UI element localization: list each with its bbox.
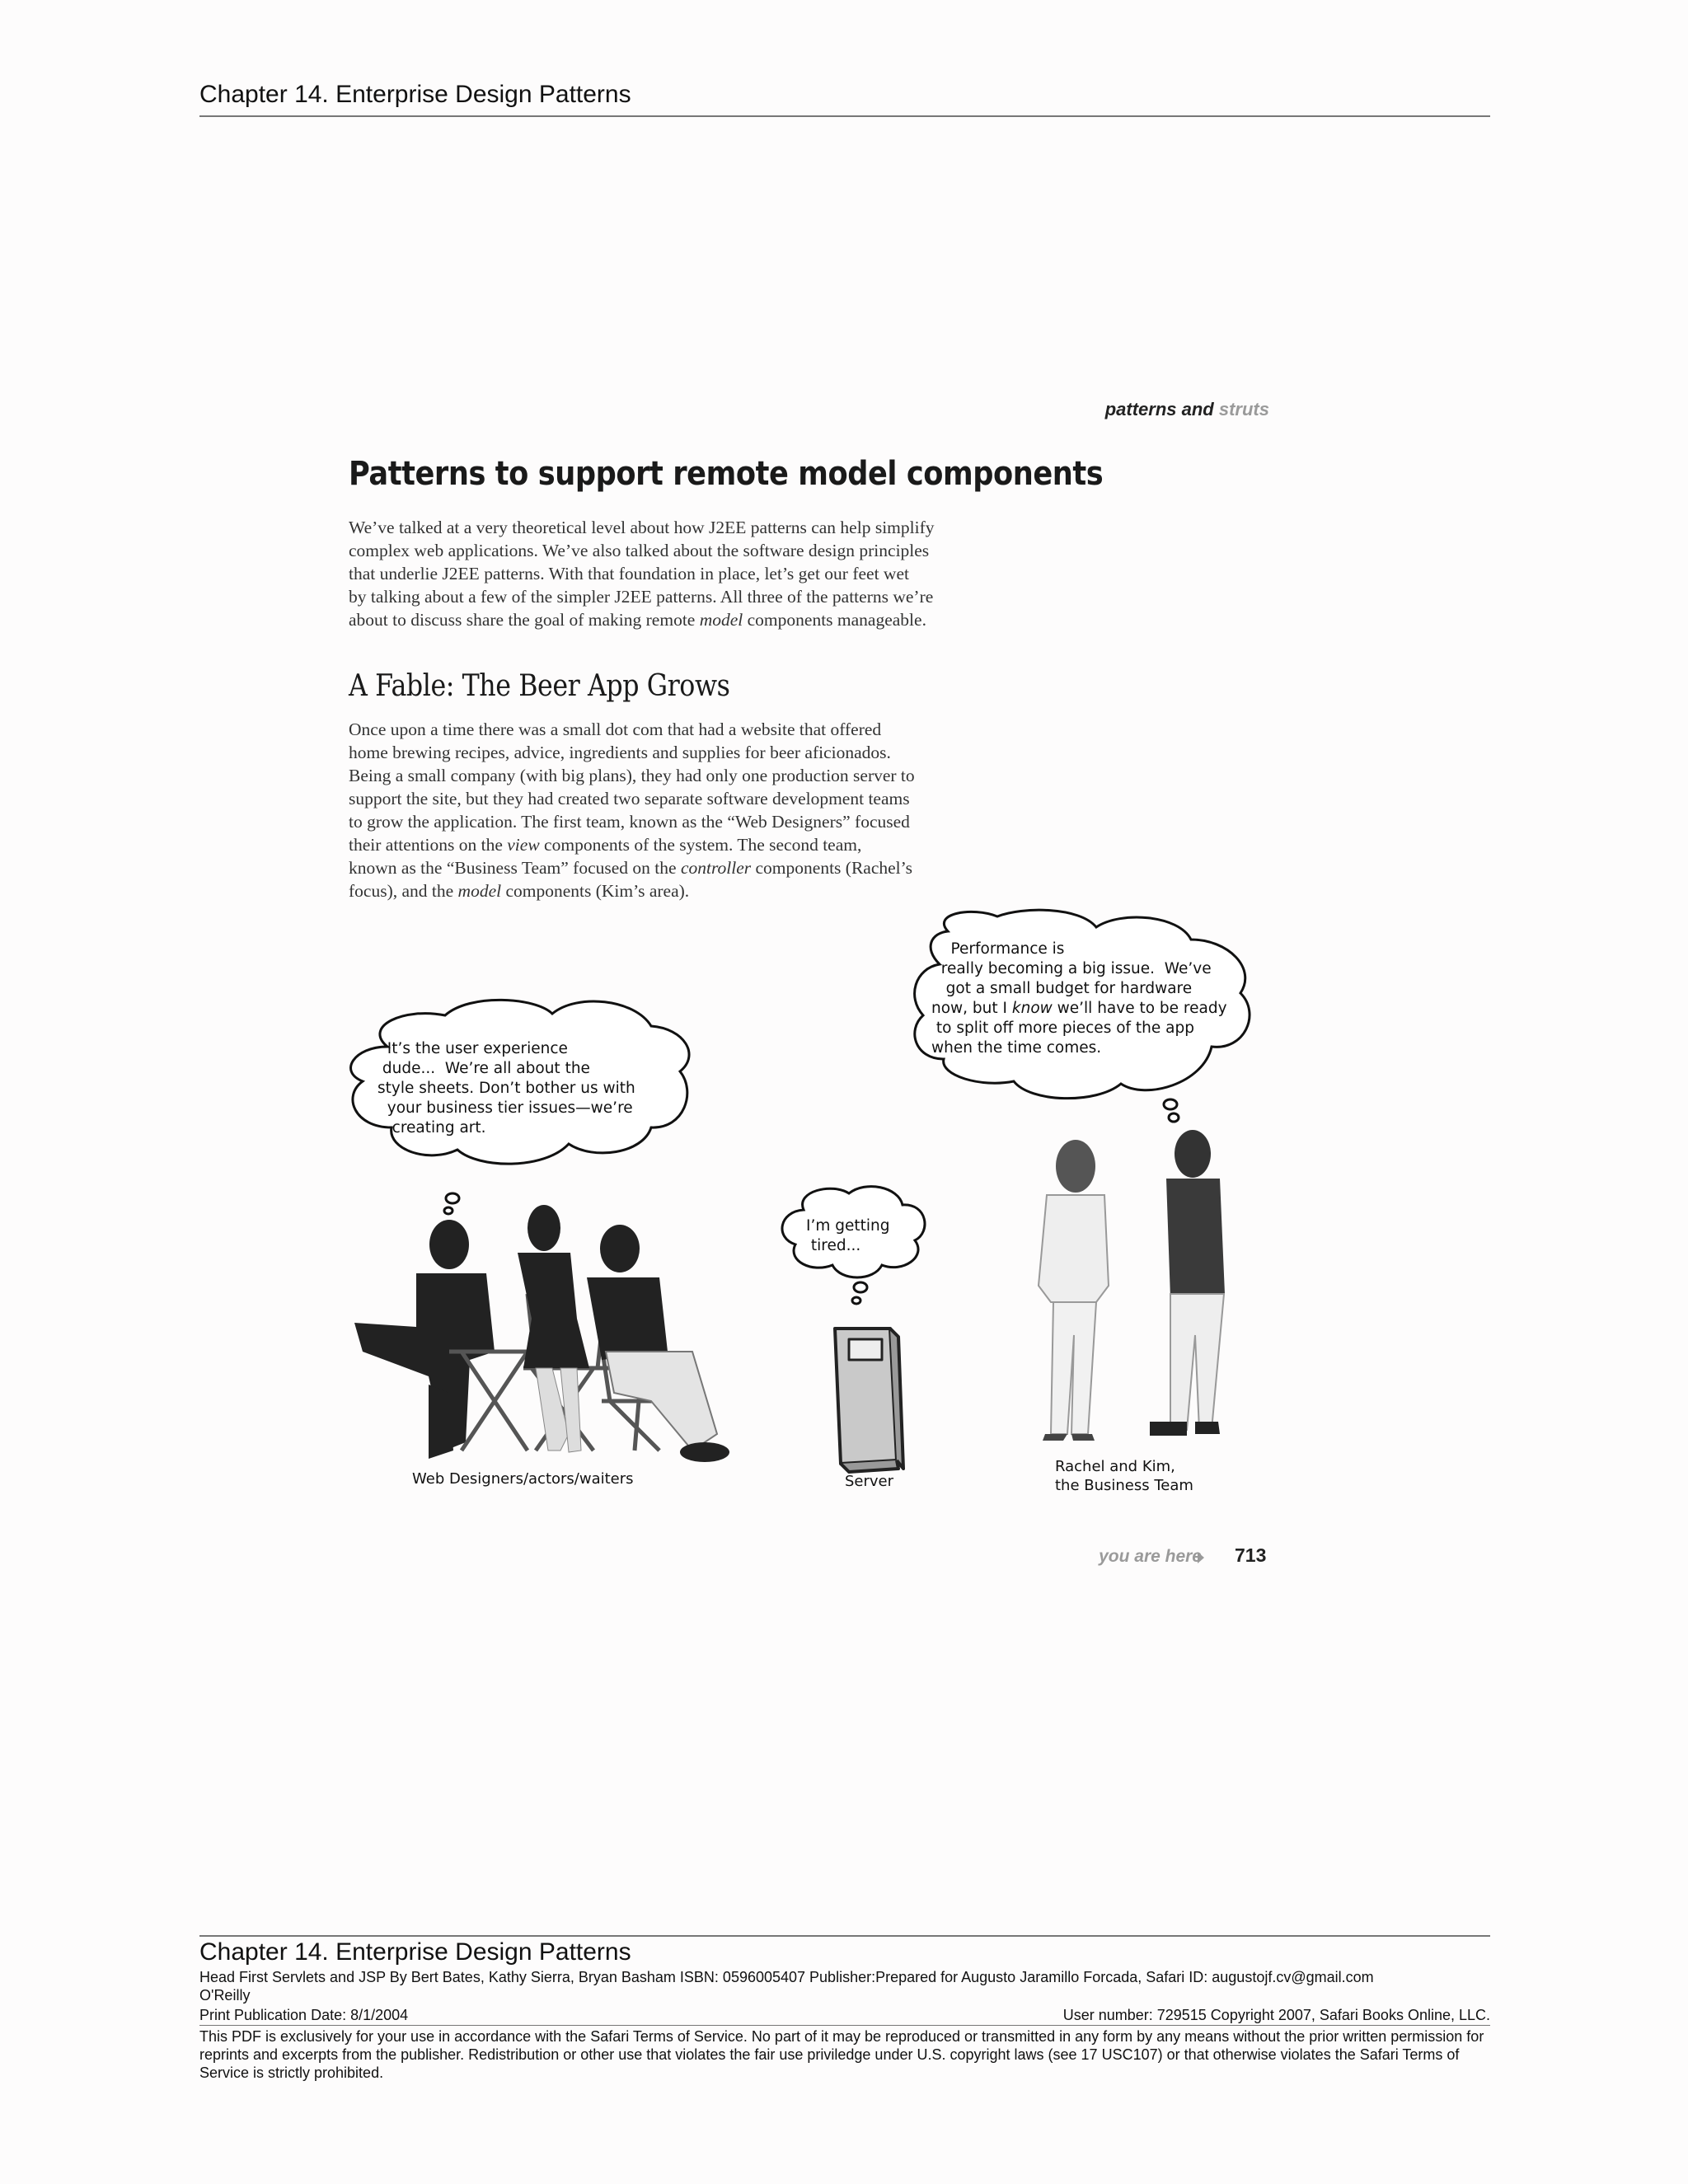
you-are-here-label: you are here	[1099, 1547, 1202, 1566]
terms-notice: This PDF is exclusively for your use in accordance with the Safari Terms of Service. No part of it may be reproduced or transmitted in any form by any means without the prior written permission for reprints and excerpts from the publisher. Redistribution or other use that violates the fair use priviledge under U.S. copyright laws (see 17 USC107) or that otherwise violates the Safari Terms of Service is strictly prohibited.	[199, 2028, 1484, 2081]
paragraph-line: Once upon a time there was a small dot com that had a website that offered	[349, 719, 882, 739]
thought-dot	[444, 1207, 452, 1214]
paragraph-line: about to discuss share the goal of making remote model components manageable.	[349, 610, 926, 630]
paragraph-line: to grow the application. The first team, known as the “Web Designers” focused	[349, 812, 910, 832]
paragraph-line: by talking about a few of the simpler J2EE patterns. All three of the patterns we’re	[349, 587, 934, 607]
paragraph-line: home brewing recipes, advice, ingredients and supplies for beer aficionados.	[349, 743, 891, 762]
terms-rule	[199, 2025, 1490, 2026]
caption-business-team: Rachel and Kim, the Business Team	[1055, 1458, 1193, 1494]
bottom-rule	[199, 1935, 1490, 1937]
paragraph-line: that underlie J2EE patterns. With that foundation in place, let’s get our feet wet	[349, 564, 909, 583]
paragraph-line: Being a small company (with big plans), they had only one production server to	[349, 766, 915, 785]
thought-dot	[446, 1193, 459, 1203]
book-info-line: Head First Servlets and JSP By Bert Bates, Kathy Sierra, Bryan Basham ISBN: 0596005407 Publisher:Prepared for Augusto Jaramillo Forcada, Safari ID: augustojf.cv@gmail.com	[199, 1969, 1374, 1985]
running-head-main: patterns and	[1104, 399, 1214, 419]
bottom-chapter-title: Chapter 14. Enterprise Design Patterns	[199, 1938, 631, 1966]
paragraph-line: their attentions on the view components of the system. The second team,	[349, 835, 862, 855]
paragraph-line: complex web applications. We’ve also talked about the software design principles	[349, 541, 930, 560]
paragraph-line: support the site, but they had created two separate software development teams	[349, 789, 910, 808]
user-number-line: User number: 729515 Copyright 2007, Safari Books Online, LLC.	[1062, 2007, 1490, 2023]
business-team-figures	[1039, 1130, 1225, 1441]
thought-dot	[854, 1282, 867, 1292]
caption-server: Server	[845, 1473, 894, 1490]
section-heading-remote-model: Patterns to support remote model components	[349, 455, 1104, 493]
caption-web-designers: Web Designers/actors/waiters	[412, 1470, 634, 1488]
server-bubble-text: I’m getting tired...	[806, 1217, 890, 1254]
paragraph-line: focus), and the model components (Kim’s area).	[349, 881, 690, 901]
thought-dot	[1164, 1099, 1177, 1109]
thought-dot	[852, 1297, 860, 1304]
designers-bubble-text: It’s the user experience dude... We’re all about the style sheets. Don’t bother us with your business tier issues—we’re creating art.	[377, 1040, 635, 1137]
server-sketch	[835, 1329, 903, 1472]
print-date: Print Publication Date: 8/1/2004	[199, 2007, 409, 2023]
business-bubble-text: Performance is really becoming a big issue. We’ve got a small budget for hardware now, but I know we’ll have to be ready to split off more pieces of the app when the time comes.	[931, 940, 1227, 1057]
paragraph-line: We’ve talked at a very theoretical level about how J2EE patterns can help simplify	[349, 518, 935, 537]
publisher-line: O'Reilly	[199, 1987, 251, 2004]
chapter-title: Chapter 14. Enterprise Design Patterns	[199, 81, 631, 108]
page-number: 713	[1235, 1544, 1267, 1566]
thought-dot	[1169, 1113, 1179, 1122]
section-heading-fable: A Fable: The Beer App Grows	[349, 669, 730, 703]
running-head-accent: struts	[1218, 399, 1269, 419]
paragraph-line: known as the “Business Team” focused on the controller components (Rachel’s	[349, 858, 912, 878]
web-designers-figures	[354, 1205, 729, 1462]
